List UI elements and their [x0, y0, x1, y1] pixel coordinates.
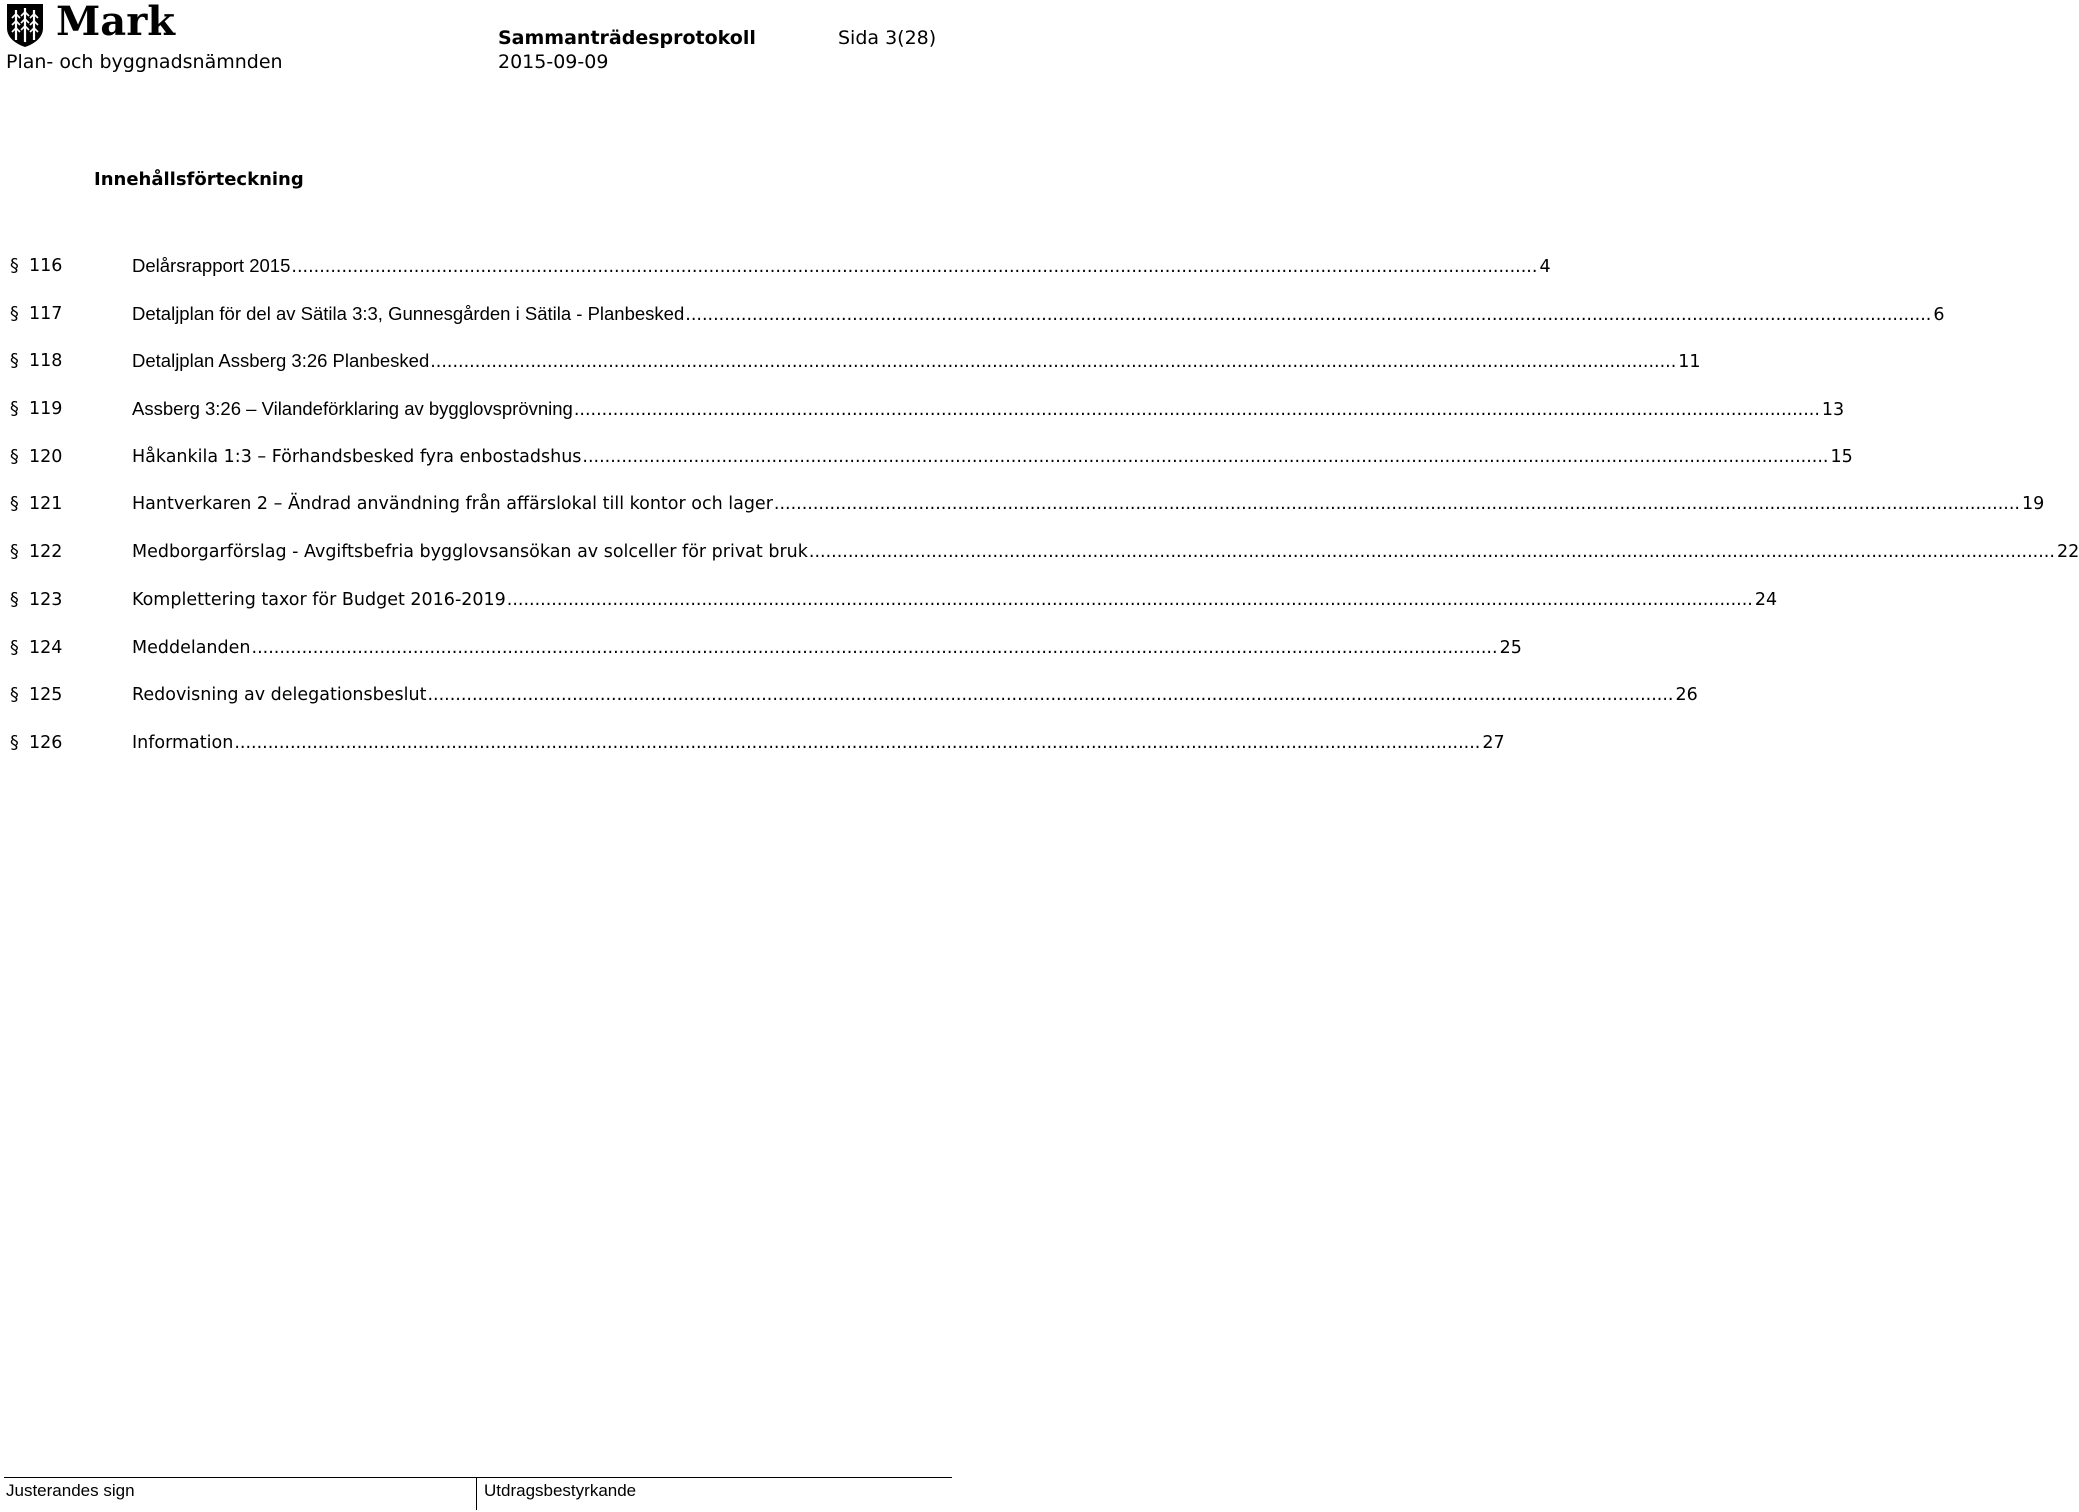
toc-entry-page: 6 — [1933, 304, 1945, 325]
toc-entry-line — [132, 254, 1551, 279]
toc-entry-line — [132, 492, 2045, 516]
section-symbol: § — [10, 494, 19, 515]
toc-entry-title: Redovisning av delegationsbeslut — [132, 685, 427, 706]
toc-entry[interactable] — [0, 254, 1551, 302]
toc-entry-page: 24 — [1754, 589, 1778, 610]
toc-entry[interactable] — [0, 731, 1505, 779]
toc-entry-page: 15 — [1830, 446, 1853, 467]
toc-entry-line — [132, 540, 2079, 564]
dot-leader — [252, 636, 1498, 660]
toc-entry-number: 125 — [29, 685, 63, 706]
toc-entry-title: Assberg 3:26 – Vilandeförklaring av bygglovsprövning — [132, 398, 573, 420]
toc-entry-title: Detaljplan Assberg 3:26 Planbesked — [132, 350, 430, 372]
dot-leader — [507, 588, 1753, 612]
document-type: Sammanträdesprotokoll — [498, 27, 756, 49]
toc-entry-page: 13 — [1821, 400, 1845, 421]
toc-entry-number: 117 — [29, 303, 63, 324]
section-symbol: § — [10, 732, 19, 753]
dot-leader — [809, 540, 2055, 564]
section-symbol: § — [10, 685, 19, 706]
committee-name: Plan- och byggnadsnämnden — [6, 51, 283, 73]
footer-rule — [4, 1477, 952, 1478]
page-number: Sida 3(28) — [838, 27, 937, 49]
section-symbol: § — [10, 589, 19, 610]
extract-certification-label: Utdragsbestyrkande — [484, 1481, 637, 1500]
toc-entry-number: 118 — [29, 351, 63, 372]
dot-leader — [582, 445, 1828, 469]
toc-entry[interactable] — [0, 397, 1845, 445]
brand-name: Mark — [56, 0, 175, 45]
toc-entry-number: 116 — [29, 256, 63, 276]
toc-entry-title: Komplettering taxor för Budget 2016-2019 — [132, 589, 506, 610]
toc-entry-line — [132, 731, 1505, 755]
toc-entry-line — [132, 683, 1698, 707]
section-symbol: § — [10, 303, 19, 324]
toc-entry[interactable] — [0, 349, 1701, 397]
toc-entry-number: 120 — [29, 446, 63, 467]
toc-entry-page: 25 — [1499, 637, 1522, 658]
toc-entry-page: 4 — [1539, 257, 1551, 277]
adjuster-signature-label: Justerandes sign — [6, 1481, 135, 1500]
toc-entry[interactable] — [0, 683, 1698, 731]
table-of-contents — [0, 254, 2079, 779]
section-symbol: § — [10, 399, 19, 420]
toc-entry-line — [132, 397, 1845, 422]
section-symbol: § — [10, 256, 19, 276]
section-symbol: § — [10, 446, 19, 467]
dot-leader — [234, 731, 1480, 755]
dot-leader — [685, 303, 1931, 327]
toc-entry-line — [132, 445, 1853, 469]
dot-leader — [774, 492, 2020, 516]
toc-entry-page: 19 — [2021, 494, 2045, 515]
dot-leader — [430, 350, 1676, 374]
toc-entry[interactable] — [0, 492, 2045, 540]
toc-entry-page: 11 — [1678, 352, 1701, 373]
toc-entry-number: 123 — [29, 589, 63, 610]
section-symbol: § — [10, 351, 19, 372]
toc-entry-number: 122 — [29, 542, 63, 563]
toc-entry[interactable] — [0, 588, 1778, 636]
toc-entry[interactable] — [0, 636, 1522, 684]
toc-entry-line — [132, 588, 1778, 612]
toc-entry-page: 22 — [2056, 542, 2079, 563]
toc-entry-line — [132, 302, 1945, 327]
toc-entry-title: Detaljplan för del av Sätila 3:3, Gunnesgården i Sätila - Planbesked — [132, 302, 685, 324]
toc-entry[interactable] — [0, 540, 2079, 588]
footer-divider — [476, 1477, 477, 1510]
municipal-crest-icon — [4, 2, 46, 48]
toc-entry-number: 121 — [29, 494, 63, 515]
toc-entry-page: 26 — [1675, 685, 1698, 706]
toc-entry-title: Hantverkaren 2 – Ändrad användning från affärslokal till kontor och lager — [132, 494, 773, 515]
toc-entry-title: Delårsrapport 2015 — [132, 255, 291, 276]
toc-entry-title: Meddelanden — [132, 637, 251, 658]
toc-entry-title: Information — [132, 732, 234, 753]
toc-entry[interactable] — [0, 445, 1853, 493]
section-symbol: § — [10, 542, 19, 563]
toc-entry-number: 119 — [29, 399, 63, 420]
toc-entry-page: 27 — [1482, 732, 1505, 753]
dot-leader — [427, 683, 1673, 707]
toc-entry[interactable] — [0, 302, 1945, 350]
meeting-date: 2015-09-09 — [498, 51, 609, 73]
toc-heading: Innehållsförteckning — [94, 169, 304, 190]
toc-entry-line — [132, 349, 1701, 374]
toc-entry-title: Medborgarförslag - Avgiftsbefria bygglovsansökan av solceller för privat bruk — [132, 542, 808, 563]
toc-entry-number: 126 — [29, 732, 63, 753]
toc-entry-title: Håkankila 1:3 – Förhandsbesked fyra enbostadshus — [132, 446, 582, 467]
toc-entry-number: 124 — [29, 637, 63, 658]
toc-entry-line — [132, 636, 1522, 660]
dot-leader — [291, 255, 1537, 279]
section-symbol: § — [10, 637, 19, 658]
dot-leader — [574, 398, 1820, 422]
